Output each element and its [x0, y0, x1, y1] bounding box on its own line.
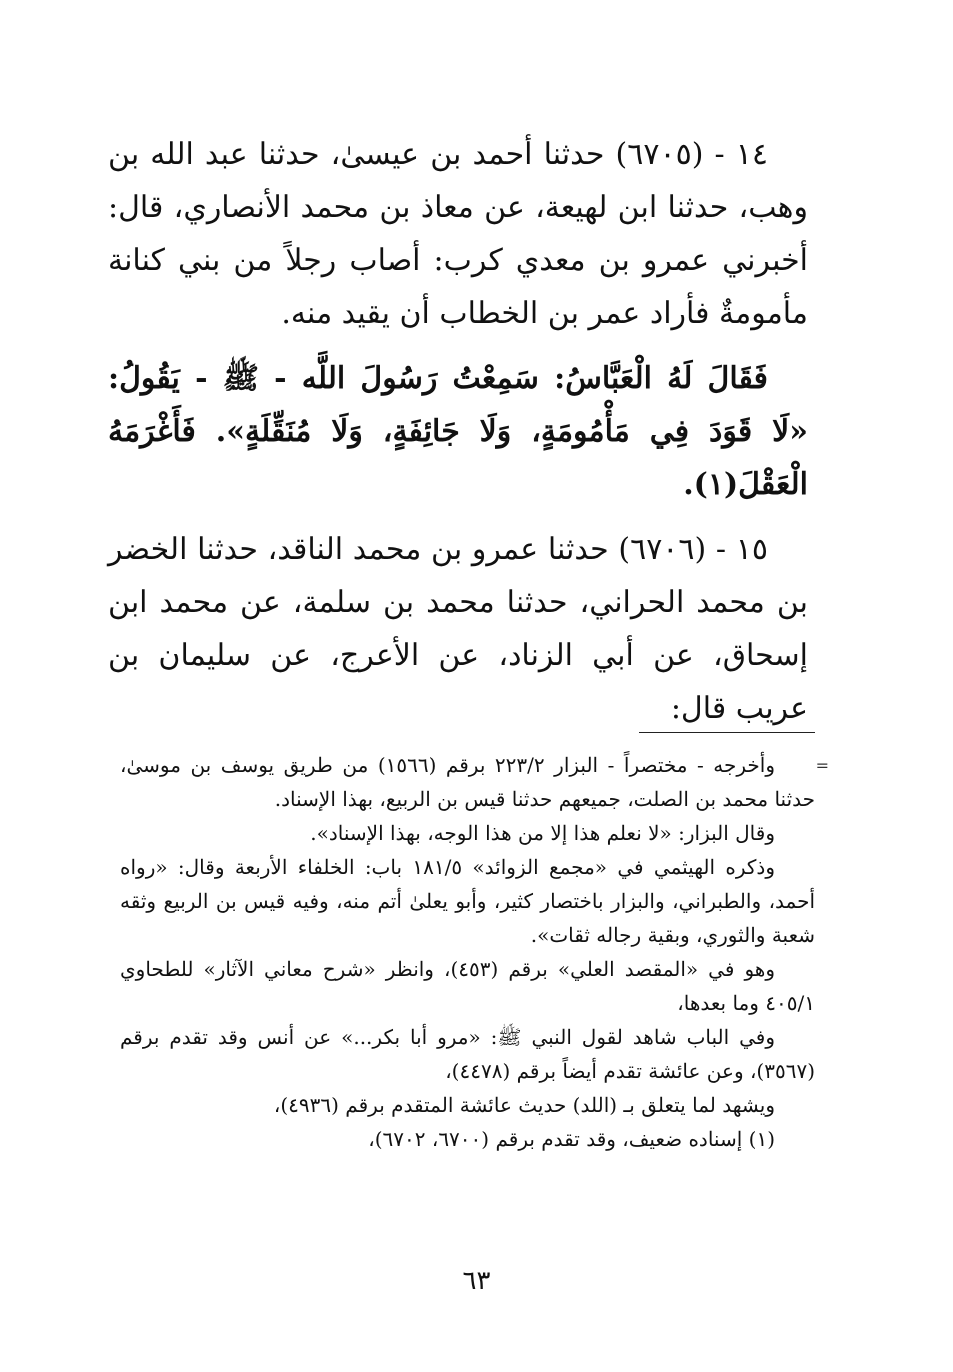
footnote-line: ويشهد لما يتعلق بـ (اللد) حديث عائشة المتقدم برقم (٤٩٣٦)،: [273, 1093, 775, 1117]
footnote-continuation-marker: =: [815, 756, 829, 775]
footnote-line: وذكره الهيثمي في «مجمع الزوائد» ١٨١/٥ باب: الخلفاء الأربعة وقال: «رواه أحمد، والطبراني، والبزار باختصار كثير، وأبو يعلىٰ أتم منه، وفيه قيس بن الربيع وثقه شعبة والثوري، وبقية رجاله ثقات».: [120, 855, 815, 947]
main-text: [108, 128, 808, 735]
page-number: ٦٣: [462, 1266, 491, 1296]
footnote-separator: [639, 732, 815, 733]
footnote-line: وقال البزار: «لا نعلم هذا إلا من هذا الوجه، بهذا الإسناد».: [310, 821, 775, 845]
footnote-line: وهو في «المقصد العلي» برقم (٤٥٣)، وانظر «شرح معاني الآثار» للطحاوي ٤٠٥/١ وما بعدها،: [120, 957, 815, 1015]
footnote-line: وفي الباب شاهد لقول النبي ﷺ: «مرو أبا بكر...» عن أنس وقد تقدم برقم (٣٥٦٧)، وعن عائشة تقدم أيضاً برقم (٤٤٧٨)،: [120, 1025, 815, 1083]
footnote-line: وأخرجه - مختصراً - البزار ٢٢٣/٢ برقم (١٥٦٦) من طريق يوسف بن موسىٰ، حدثنا محمد بن الصلت، جميعهم حدثنا قيس بن الربيع، بهذا الإسناد.: [120, 753, 815, 811]
hadith-15-chain: ١٥ - (٦٧٠٦) حدثنا عمرو بن محمد الناقد، حدثنا الخضر بن محمد الحراني، حدثنا محمد بن سلمة، عن محمد ابن إسحاق، عن أبي الزناد، عن الأعرج، عن سليمان بن عريب قال:: [108, 532, 808, 726]
footnote-1: (١) إسناده ضعيف، وقد تقدم برقم (٦٧٠٠، ٦٧٠٢)،: [368, 1127, 775, 1151]
footnotes: [120, 748, 815, 1156]
hadith-14-chain: ١٤ - (٦٧٠٥) حدثنا أحمد بن عيسىٰ، حدثنا عبد الله بن وهب، حدثنا ابن لهيعة، عن معاذ بن محمد الأنصاري، قال: أخبرني عمرو بن معدي كرب: أصاب رجلاً من بني كنانة مأمومةٌ فأراد عمر بن الخطاب أن يقيد منه.: [108, 137, 809, 331]
hadith-14-text: فَقَالَ لَهُ الْعَبَّاسُ: سَمِعْتُ رَسُولَ اللَّه - ﷺ - يَقُولُ: «لَا قَوَدَ فِي مَأْمُومَةٍ، وَلَا جَائِفَةٍ، وَلَا مُنَقِّلَةٍ». فَأَغْرَمَهُ الْعَقْلَ(١).: [108, 361, 808, 502]
